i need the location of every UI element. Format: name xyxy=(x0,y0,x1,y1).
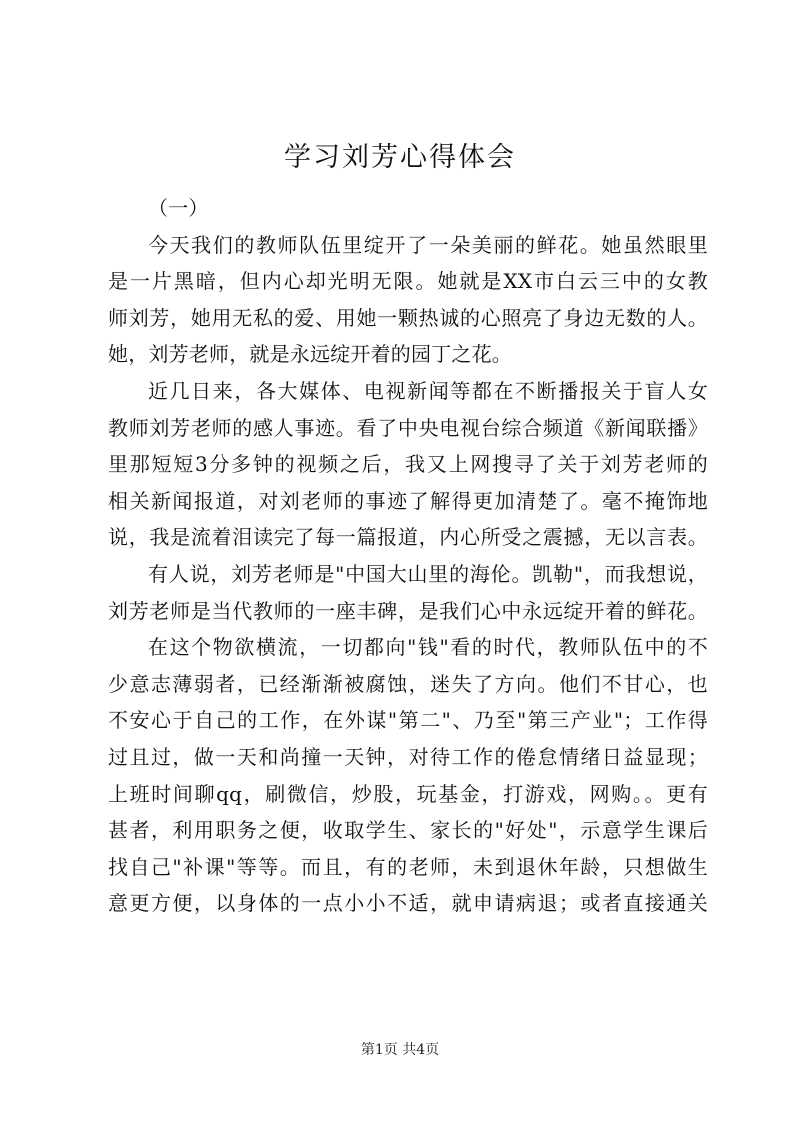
paragraph-line: 是一片黑暗，但内心却光明无限。她就是XX市白云三中的女教 xyxy=(108,269,708,294)
page-number-footer: 第1页 共4页 xyxy=(360,1042,440,1058)
document-title: 学习刘芳心得体会 xyxy=(284,142,516,173)
paragraph-line: 刘芳老师是当代教师的一座丰碑，是我们心中永远绽开着的鲜花。 xyxy=(108,598,708,623)
paragraph-line: 有人说，刘芳老师是"中国大山里的海伦。凯勒"，而我想说， xyxy=(148,561,708,586)
paragraph-line: 里那短短3分多钟的视频之后，我又上网搜寻了关于刘芳老师的 xyxy=(108,452,708,477)
paragraph-line: 她，刘芳老师，就是永远绽开着的园丁之花。 xyxy=(108,342,512,367)
paragraph-line: 不安心于自己的工作，在外谋"第二"、乃至"第三产业"；工作得 xyxy=(108,708,708,733)
paragraph-line: 在这个物欲横流，一切都向"钱"看的时代，教师队伍中的不 xyxy=(148,635,708,660)
paragraph-line: 近几日来，各大媒体、电视新闻等都在不断播报关于盲人女 xyxy=(148,378,708,403)
paragraph-line: 意更方便，以身体的一点小小不适，就申请病退；或者直接通关 xyxy=(108,891,708,916)
paragraph-line: 说，我是流着泪读完了每一篇报道，内心所受之震撼，无以言表。 xyxy=(108,525,708,550)
document-body xyxy=(108,190,708,922)
paragraph-line: 过且过，做一天和尚撞一天钟，对待工作的倦怠情绪日益显现； xyxy=(108,744,708,769)
paragraph-line: 少意志薄弱者，已经渐渐被腐蚀，迷失了方向。他们不甘心，也 xyxy=(108,671,708,696)
paragraph-line: 找自己"补课"等等。而且，有的老师，未到退休年龄，只想做生 xyxy=(108,854,708,879)
paragraph-line: 甚者，利用职务之便，收取学生、家长的"好处"，示意学生课后 xyxy=(108,818,708,843)
paragraph-line: 上班时间聊qq，刷微信，炒股，玩基金，打游戏，网购。。更有 xyxy=(108,781,708,806)
paragraph-line: 教师刘芳老师的感人事迹。看了中央电视台综合频道《新闻联播》 xyxy=(108,415,708,440)
paragraph-line: 相关新闻报道，对刘老师的事迹了解得更加清楚了。毫不掩饰地 xyxy=(108,488,708,513)
paragraph-line: 今天我们的教师队伍里绽开了一朵美丽的鲜花。她虽然眼里 xyxy=(148,232,708,257)
section-heading: （一） xyxy=(148,196,209,220)
paragraph-line: 师刘芳，她用无私的爱、用她一颗热诚的心照亮了身边无数的人。 xyxy=(108,305,708,330)
